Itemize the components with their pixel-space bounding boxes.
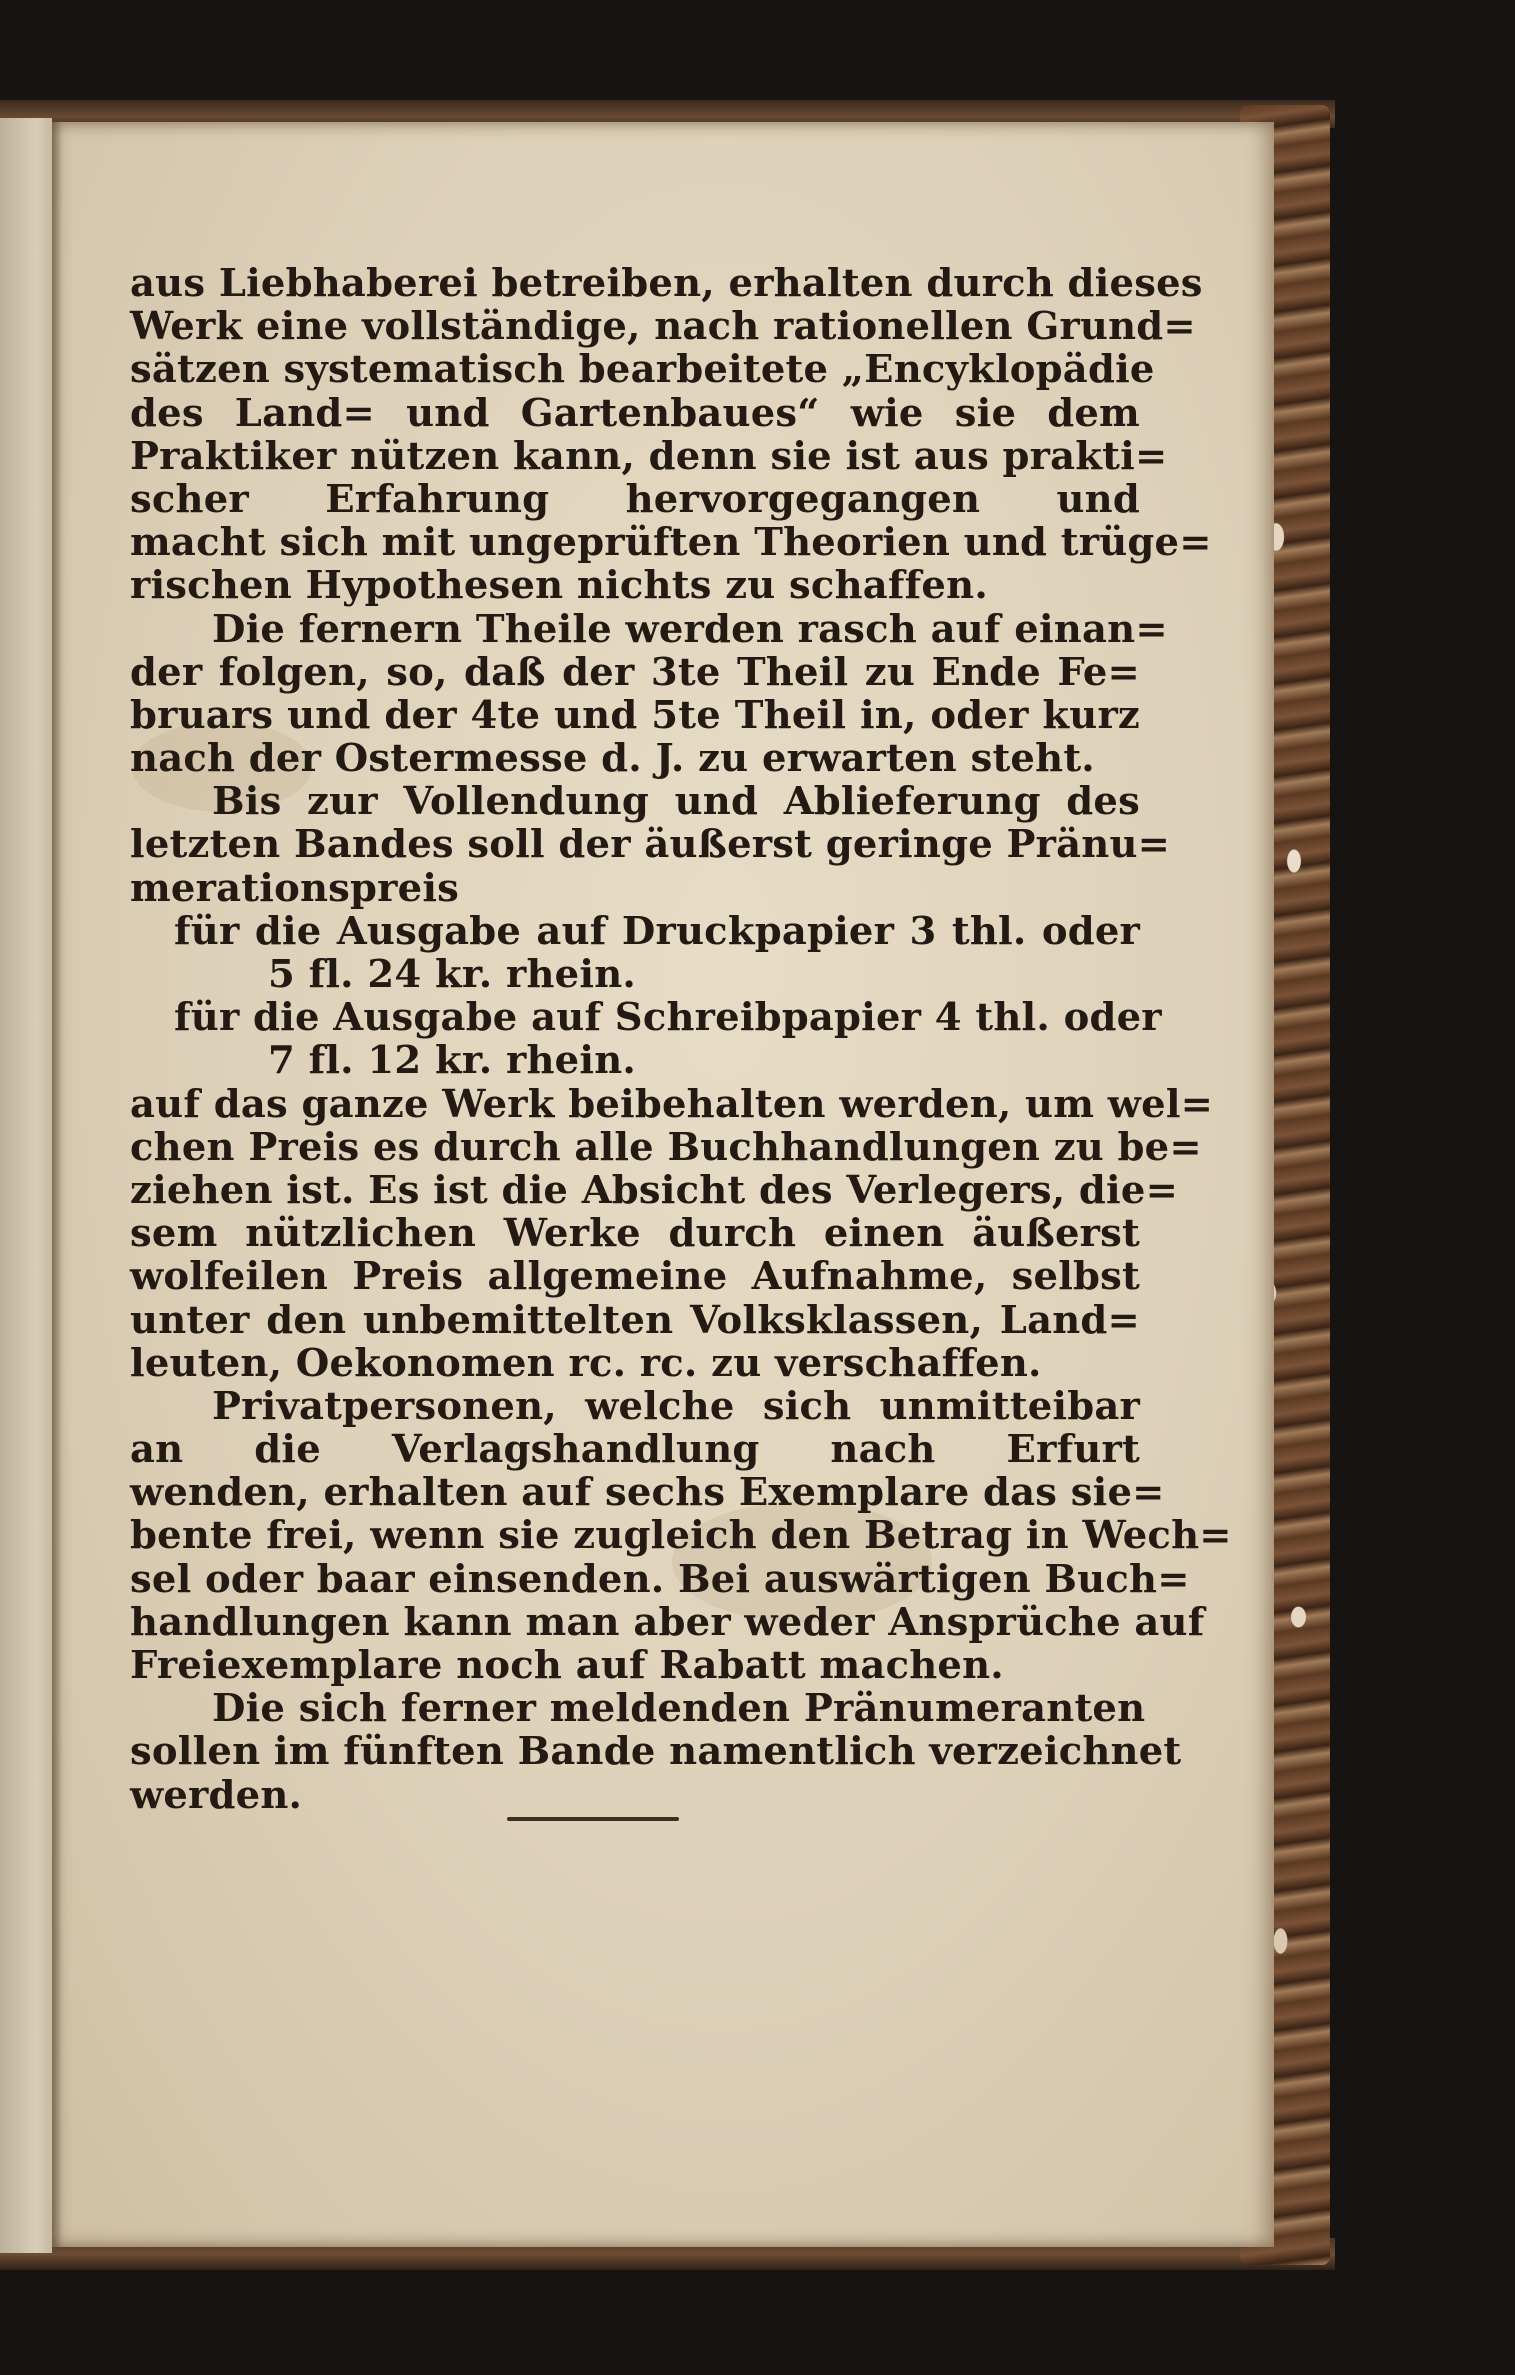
text-line: unter den unbemittelten Volksklassen, Land= bbox=[130, 1297, 1140, 1343]
text-line: macht sich mit ungeprüften Theorien und trüge= bbox=[130, 520, 1212, 566]
text-line: Freiexemplare noch auf Rabatt machen. bbox=[130, 1643, 1004, 1688]
text-line: merationspreis bbox=[130, 865, 460, 911]
text-line: sem nützlichen Werke durch einen äußerst bbox=[130, 1211, 1140, 1257]
price-line: 7 fl. 12 kr. rhein. bbox=[268, 1038, 636, 1084]
price-line: für die Ausgabe auf Schreibpapier 4 thl. oder bbox=[174, 995, 1162, 1041]
text-line: der folgen, so, daß der 3te Theil zu Ende Fe= bbox=[130, 649, 1140, 695]
text-line: wolfeilen Preis allgemeine Aufnahme, selbst bbox=[130, 1254, 1140, 1300]
text-line: ziehen ist. Es ist die Absicht des Verlegers, die= bbox=[130, 1167, 1179, 1213]
text-line: Praktiker nützen kann, denn sie ist aus prakti= bbox=[130, 433, 1168, 479]
text-line: chen Preis es durch alle Buchhandlungen zu be= bbox=[130, 1124, 1202, 1170]
facing-page-edge bbox=[0, 118, 52, 2253]
text-line: scher Erfahrung hervorgegangen und bbox=[130, 476, 1140, 522]
price-line: für die Ausgabe auf Druckpapier 3 thl. oder bbox=[174, 908, 1140, 954]
body-text bbox=[130, 261, 1232, 1818]
text-line: sätzen systematisch bearbeitete „Encyklopädie bbox=[130, 347, 1155, 393]
price-line: 5 fl. 24 kr. rhein. bbox=[268, 952, 636, 997]
text-line: handlungen kann man aber weder Ansprüche auf bbox=[130, 1599, 1205, 1645]
text-line: Bis zur Vollendung und Ablieferung des bbox=[212, 779, 1140, 825]
text-line: nach der Ostermesse d. J. zu erwarten steht. bbox=[130, 736, 1095, 782]
text-line: aus Liebhaberei betreiben, erhalten durch dieses bbox=[130, 261, 1203, 306]
page-gutter bbox=[52, 122, 62, 2247]
text-line: Werk eine vollständige, nach rationellen Grund= bbox=[130, 304, 1196, 350]
text-line: letzten Bandes soll der äußerst geringe Pränu= bbox=[130, 822, 1171, 868]
book-page bbox=[52, 122, 1274, 2247]
text-line: des Land= und Gartenbaues“ wie sie dem bbox=[130, 390, 1140, 436]
text-line: bente frei, wenn sie zugleich den Betrag in Wech= bbox=[130, 1513, 1232, 1559]
text-line: bruars und der 4te und 5te Theil in, oder kurz bbox=[130, 692, 1140, 738]
text-line: sel oder baar einsenden. Bei auswärtigen Buch= bbox=[130, 1556, 1190, 1602]
closing-rule bbox=[507, 1817, 679, 1821]
text-line: Privatpersonen, welche sich unmitteibar bbox=[212, 1383, 1140, 1429]
text-line: werden. bbox=[130, 1772, 303, 1818]
text-line: Die sich ferner meldenden Pränumeranten bbox=[212, 1686, 1146, 1732]
text-line: an die Verlagshandlung nach Erfurt bbox=[130, 1427, 1140, 1473]
text-line: Die fernern Theile werden rasch auf einan= bbox=[212, 606, 1168, 652]
text-line: sollen im fünften Bande namentlich verzeichnet bbox=[130, 1729, 1182, 1775]
text-line: wenden, erhalten auf sechs Exemplare das sie= bbox=[130, 1470, 1165, 1516]
text-line: auf das ganze Werk beibehalten werden, um wel= bbox=[130, 1081, 1214, 1127]
text-line: rischen Hypothesen nichts zu schaffen. bbox=[130, 563, 988, 609]
text-line: leuten, Oekonomen rc. rc. zu verschaffen. bbox=[130, 1340, 1042, 1386]
